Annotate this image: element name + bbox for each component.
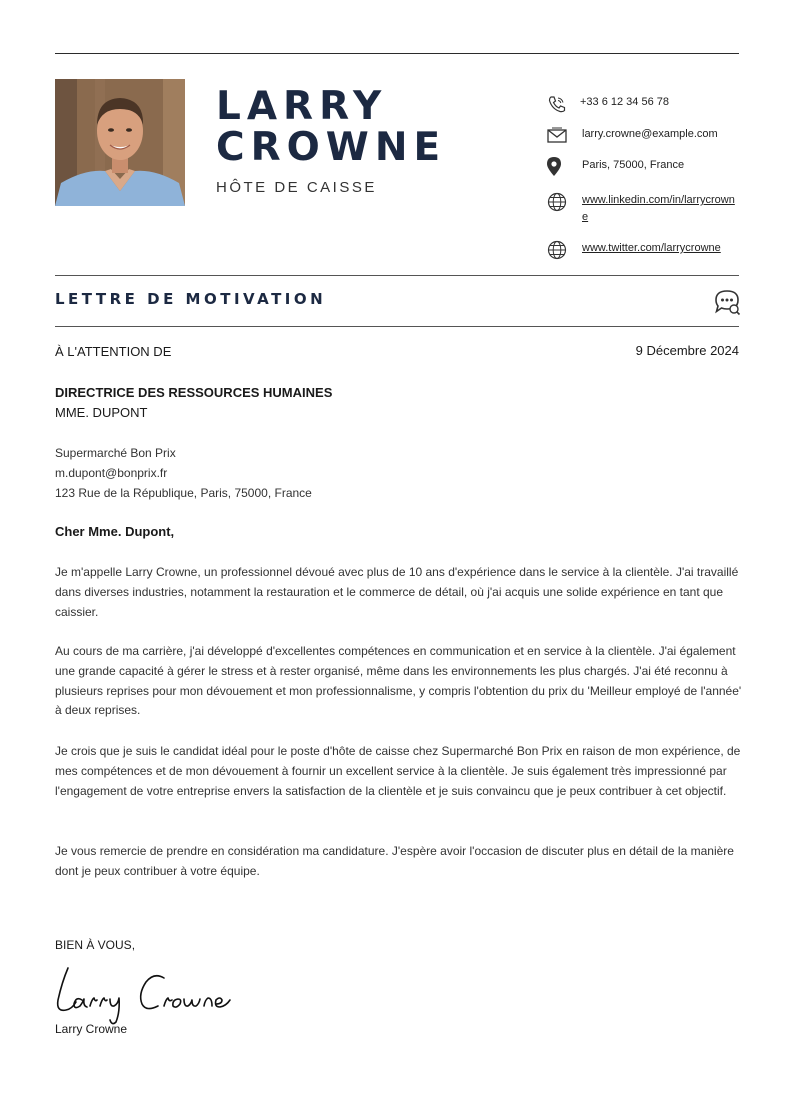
linkedin-link[interactable] — [582, 192, 740, 226]
section-title: LETTRE DE MOTIVATION — [55, 290, 327, 308]
handwritten-signature — [52, 962, 242, 1028]
company-address: 123 Rue de la République, Paris, 75000, France — [55, 486, 312, 500]
attention-label: À L'ATTENTION DE — [55, 344, 172, 359]
letter-date: 9 Décembre 2024 — [635, 343, 739, 358]
twitter-link[interactable] — [582, 240, 740, 257]
globe-icon — [546, 240, 568, 260]
phone-icon — [546, 94, 568, 114]
company-email: m.dupont@bonprix.fr — [55, 466, 168, 480]
recipient-name: MME. DUPONT — [55, 405, 148, 420]
last-name: CROWNE — [216, 125, 447, 170]
email-link[interactable]: larry.crowne@example.com — [582, 128, 718, 140]
section-divider-bottom — [55, 326, 739, 327]
profile-photo — [55, 79, 185, 206]
linkedin-url[interactable]: www.linkedin.com/in/larrycrowne — [582, 194, 735, 223]
section-divider-top — [55, 275, 739, 276]
map-pin-icon — [546, 157, 568, 177]
signature-name: Larry Crowne — [55, 1022, 128, 1036]
job-title: HÔTE DE CAISSE — [216, 179, 377, 196]
salutation: Cher Mme. Dupont, — [55, 524, 175, 539]
paragraph-3: Je crois que je suis le candidat idéal pour le poste d'hôte de caisse chez Supermarché Bon Prix en raison de mon expérience, de mes compétences et de mon dévouement à fournir un excellent service à la clientèle. Je suis également très impressionné par l'engagement de votre entreprise envers la satisfaction de la clientèle et je suis convaincu que je peux contribuer à cet objectif. — [55, 744, 741, 798]
closing: BIEN À VOUS, — [55, 938, 136, 952]
candidate-name — [216, 86, 446, 168]
recipient-title: DIRECTRICE DES RESSOURCES HUMAINES — [55, 385, 333, 400]
envelope-icon — [546, 126, 568, 146]
paragraph-4: Je vous remercie de prendre en considération ma candidature. J'espère avoir l'occasion de discuter plus en détail de la manière dont je peux contribuer à votre équipe. — [55, 844, 734, 878]
paragraph-1: Je m'appelle Larry Crowne, un professionnel dévoué avec plus de 10 ans d'expérience dans le service à la clientèle. J'ai travaillé dans diverses industries, notamment la restauration et le commerce de détail, où j'ai acquis une solide expérience en tant que caissier. — [55, 565, 739, 619]
speech-bubble-icon — [713, 288, 741, 316]
phone-text: +33 6 12 34 56 78 — [580, 96, 669, 108]
paragraph-2: Au cours de ma carrière, j'ai développé d'excellentes compétences en communication et en service à la clientèle. J'ai également une grande capacité à gérer le stress et à rester organisé, même dans les environnements les plus chargés. J'ai été reconnu à plusieurs reprises pour mon dévouement et mon professionnalisme, y compris l'obtention du prix du 'Meilleur employé de l'année' à deux reprises. — [55, 644, 742, 718]
company-name: Supermarché Bon Prix — [55, 446, 176, 460]
address-text: Paris, 75000, France — [582, 159, 685, 171]
first-name: LARRY — [216, 84, 388, 129]
top-divider — [55, 53, 739, 54]
globe-icon — [546, 192, 568, 212]
twitter-url[interactable]: www.twitter.com/larrycrowne — [582, 242, 721, 254]
